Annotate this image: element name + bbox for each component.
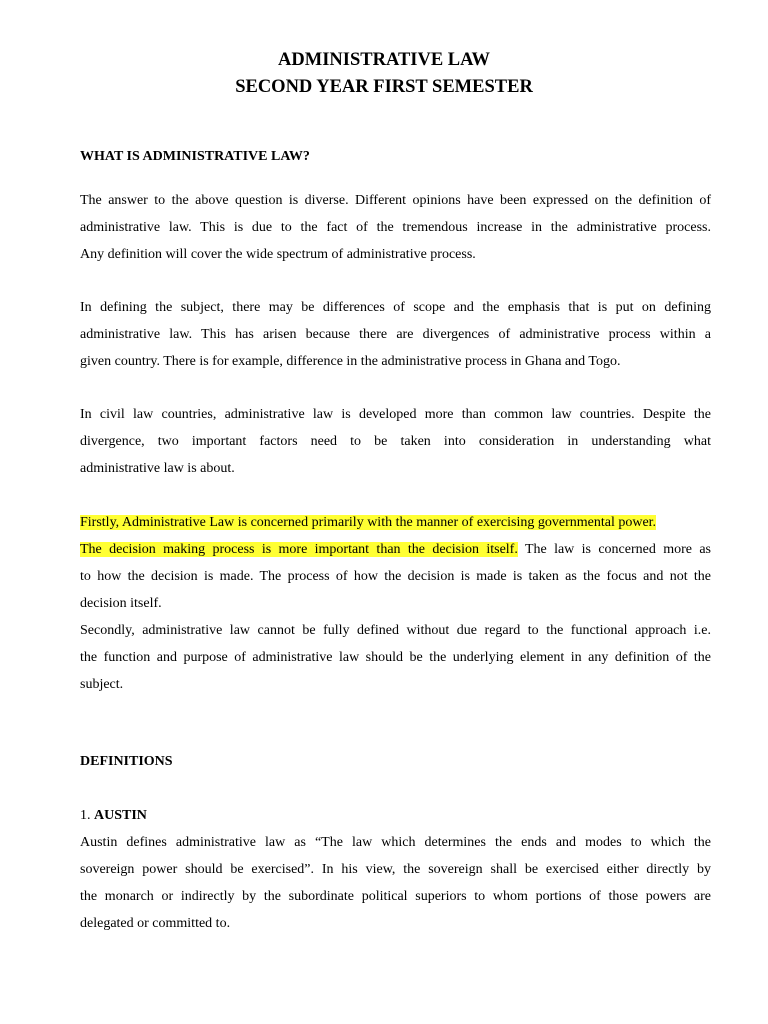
paragraph-3-line-2: divergence, two important factors need to be taken into consideration in understanding what bbox=[80, 434, 711, 449]
paragraph-6 bbox=[80, 829, 711, 937]
section-heading-definitions: DEFINITIONS bbox=[80, 754, 173, 769]
document-title-line1: ADMINISTRATIVE LAW bbox=[278, 50, 490, 70]
subheading-austin-label: AUSTIN bbox=[94, 808, 147, 823]
paragraph-5-line-2: the function and purpose of administrative law should be the underlying element in any definition of the bbox=[80, 650, 711, 665]
paragraph-4 bbox=[80, 509, 711, 617]
paragraph-2-line-3: given country. There is for example, difference in the administrative process in Ghana and Togo. bbox=[80, 354, 621, 369]
paragraph-2 bbox=[80, 294, 711, 375]
paragraph-5-line-3: subject. bbox=[80, 677, 124, 692]
paragraph-1-line-3: Any definition will cover the wide spectrum of administrative process. bbox=[80, 247, 476, 262]
paragraph-2-line-1: In defining the subject, there may be differences of scope and the emphasis that is put on defining bbox=[80, 300, 711, 315]
paragraph-1-line-2: administrative law. This is due to the fact of the tremendous increase in the administrative process. bbox=[80, 220, 711, 235]
paragraph-6-line-2: sovereign power should be exercised”. In his view, the sovereign shall be exercised either directly by bbox=[80, 862, 711, 877]
document-title-line2: SECOND YEAR FIRST SEMESTER bbox=[235, 77, 533, 97]
paragraph-3 bbox=[80, 401, 711, 482]
paragraph-6-line-1: Austin defines administrative law as “The law which determines the ends and modes to which the bbox=[80, 835, 711, 850]
paragraph-5-line-1: Secondly, administrative law cannot be fully defined without due regard to the functional approach i.e. bbox=[80, 623, 711, 638]
highlighted-text-2: The decision making process is more important than the decision itself. bbox=[80, 542, 518, 557]
paragraph-4-line-2 bbox=[80, 536, 711, 563]
paragraph-6-line-3: the monarch or indirectly by the subordinate political superiors to whom portions of those powers are bbox=[80, 889, 711, 904]
paragraph-3-line-1: In civil law countries, administrative law is developed more than common law countries. Despite the bbox=[80, 407, 711, 422]
paragraph-4-line-4: decision itself. bbox=[80, 596, 162, 611]
paragraph-5 bbox=[80, 617, 711, 698]
paragraph-4-line-1 bbox=[80, 509, 711, 536]
subheading-austin bbox=[80, 806, 147, 826]
paragraph-4-line-3: to how the decision is made. The process of how the decision is made is taken as the focus and not the bbox=[80, 569, 711, 584]
paragraph-1-line-1: The answer to the above question is diverse. Different opinions have been expressed on the definition of bbox=[80, 193, 711, 208]
highlighted-text-1: Firstly, Administrative Law is concerned primarily with the manner of exercising governmental power. bbox=[80, 515, 657, 530]
paragraph-2-line-2: administrative law. This has arisen because there are divergences of administrative process within a bbox=[80, 327, 711, 342]
paragraph-4-line-2-rest: The law is concerned more as bbox=[517, 542, 712, 557]
paragraph-6-line-4: delegated or committed to. bbox=[80, 916, 231, 931]
subheading-austin-number: 1. bbox=[80, 808, 94, 823]
paragraph-1 bbox=[80, 187, 711, 268]
paragraph-3-line-3: administrative law is about. bbox=[80, 461, 235, 476]
section-heading-what-is: WHAT IS ADMINISTRATIVE LAW? bbox=[80, 149, 310, 164]
